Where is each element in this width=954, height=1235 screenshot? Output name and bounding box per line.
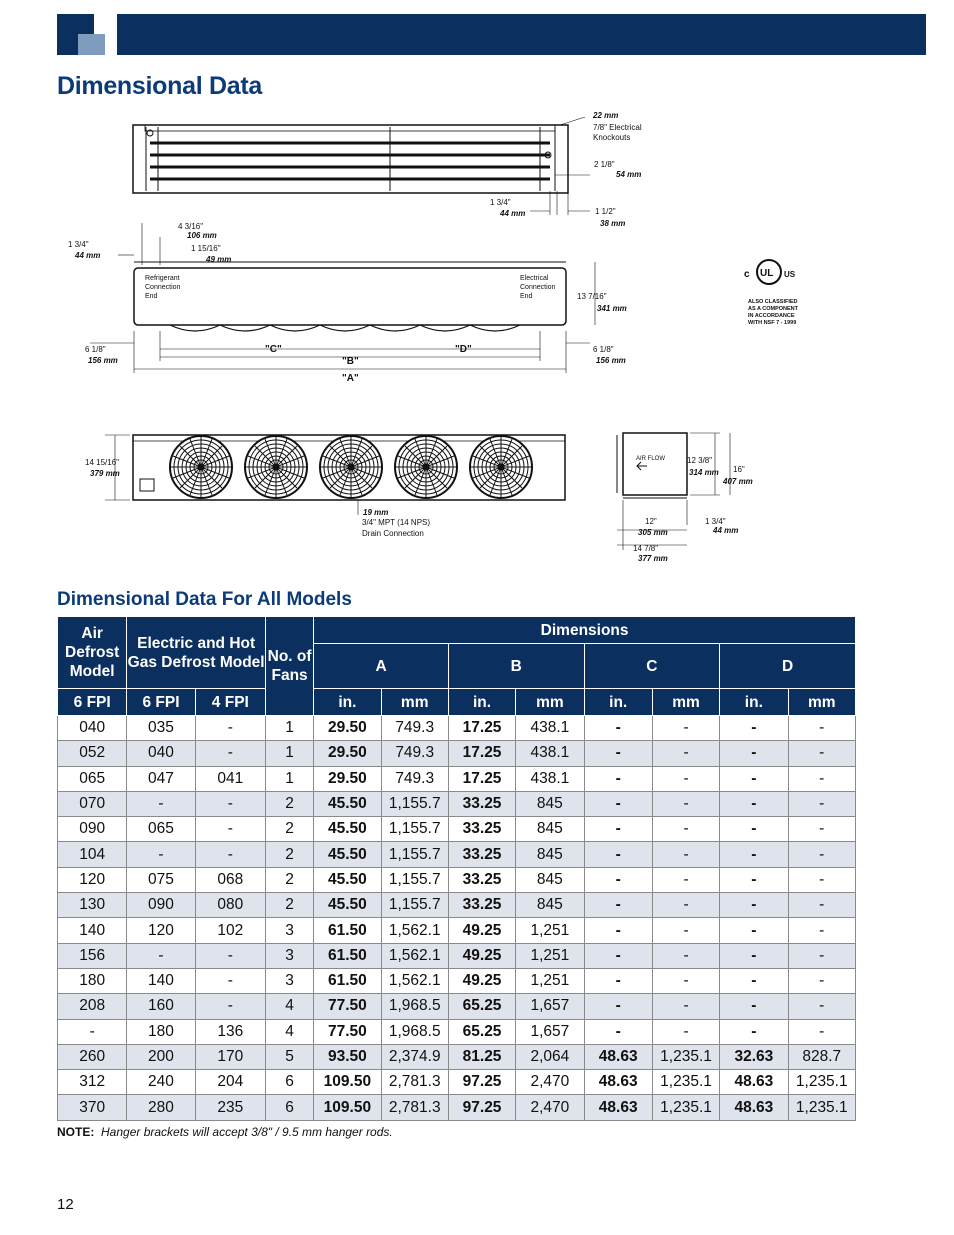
dim-12-mm: 305 mm — [638, 528, 668, 537]
ul-mark: UL — [760, 268, 774, 279]
table-cell: - — [652, 766, 719, 791]
dim-1-15-16-mm: 49 mm — [206, 255, 232, 264]
table-cell: 97.25 — [448, 1095, 515, 1120]
dim-2-1-8-mm: 54 mm — [616, 170, 642, 179]
dim-1-3-4-mm-front: 44 mm — [75, 251, 101, 260]
table-cell: 33.25 — [448, 817, 515, 842]
dim-14-7-8-in: 14 7/8" — [633, 544, 659, 553]
dim-1-3-4-mm-side: 44 mm — [713, 526, 739, 535]
table-row — [58, 842, 856, 867]
dim-16-in: 16" — [733, 465, 745, 474]
header-no-of-fans: No. of Fans — [265, 617, 313, 716]
table-row — [58, 817, 856, 842]
table-cell: 047 — [127, 766, 195, 791]
table-cell: 1,155.7 — [381, 867, 448, 892]
table-cell: 49.25 — [448, 968, 515, 993]
table-row — [58, 716, 856, 741]
table-cell: 090 — [58, 817, 127, 842]
table-cell: 48.63 — [584, 1095, 652, 1120]
table-cell: 102 — [195, 918, 265, 943]
table-cell: - — [720, 766, 788, 791]
table-cell: 160 — [127, 994, 195, 1019]
table-cell: - — [652, 994, 719, 1019]
knockout-mm: 22 mm — [593, 111, 619, 120]
table-cell: - — [195, 716, 265, 741]
table-row — [58, 1019, 856, 1044]
table-cell: - — [788, 1019, 855, 1044]
table-cell: 3 — [265, 968, 313, 993]
label-b: "B" — [342, 356, 359, 367]
table-row — [58, 1070, 856, 1095]
page-number: 12 — [57, 1196, 74, 1213]
table-cell: 49.25 — [448, 918, 515, 943]
table-cell: 77.50 — [314, 1019, 381, 1044]
table-cell: - — [788, 968, 855, 993]
table-cell: 845 — [516, 817, 584, 842]
table-cell: - — [720, 1019, 788, 1044]
table-cell: 1,562.1 — [381, 968, 448, 993]
table-cell: 180 — [58, 968, 127, 993]
table-cell: 6 — [265, 1095, 313, 1120]
table-cell: 1,968.5 — [381, 1019, 448, 1044]
table-cell: - — [584, 918, 652, 943]
table-cell: 61.50 — [314, 918, 381, 943]
electrical-3: End — [520, 293, 533, 300]
table-cell: 200 — [127, 1044, 195, 1069]
table-cell: 1,251 — [516, 918, 584, 943]
table-cell: 97.25 — [448, 1070, 515, 1095]
table-row — [58, 1044, 856, 1069]
knockout-label-2: Knockouts — [593, 133, 631, 142]
table-cell: 29.50 — [314, 766, 381, 791]
table-cell: - — [788, 867, 855, 892]
table-cell: 080 — [195, 893, 265, 918]
table-cell: - — [788, 994, 855, 1019]
table-cell: 749.3 — [381, 741, 448, 766]
table-cell: 1,155.7 — [381, 791, 448, 816]
table-row — [58, 893, 856, 918]
table-cell: 845 — [516, 893, 584, 918]
table-cell: - — [652, 791, 719, 816]
table-cell: - — [788, 918, 855, 943]
table-cell: 120 — [127, 918, 195, 943]
table-cell: 120 — [58, 867, 127, 892]
table-cell: 48.63 — [720, 1095, 788, 1120]
table-cell: - — [584, 968, 652, 993]
dimension-drawing — [60, 105, 820, 575]
table-cell: 33.25 — [448, 791, 515, 816]
table-cell: 438.1 — [516, 741, 584, 766]
table-cell: - — [195, 842, 265, 867]
table-cell: 208 — [58, 994, 127, 1019]
dim-13-7-16-in: 13 7/16" — [577, 292, 607, 301]
table-cell: 49.25 — [448, 943, 515, 968]
table-cell: 109.50 — [314, 1070, 381, 1095]
dim-14-7-8-mm: 377 mm — [638, 554, 668, 563]
table-cell: 3 — [265, 943, 313, 968]
table-cell: 2,470 — [516, 1095, 584, 1120]
table-cell: 6 — [265, 1070, 313, 1095]
table-cell: - — [195, 741, 265, 766]
table-cell: 070 — [58, 791, 127, 816]
table-cell: 1 — [265, 741, 313, 766]
table-cell: 45.50 — [314, 842, 381, 867]
table-cell: 065 — [127, 817, 195, 842]
table-row — [58, 943, 856, 968]
table-row — [58, 766, 856, 791]
table-cell: 1,251 — [516, 943, 584, 968]
header-d: D — [720, 644, 856, 689]
label-c: "C" — [265, 344, 282, 355]
ul-line-4: WITH NSF 7 - 1999 — [748, 320, 797, 326]
ul-line-1: ALSO CLASSIFIED — [748, 299, 798, 305]
table-cell: - — [788, 817, 855, 842]
table-cell: 156 — [58, 943, 127, 968]
header-6fpi-electric: 6 FPI — [127, 689, 195, 716]
bottom-view — [105, 435, 565, 515]
table-cell: 040 — [127, 741, 195, 766]
dim-2-1-8-in: 2 1/8" — [594, 160, 615, 169]
table-cell: - — [584, 817, 652, 842]
table-cell: 65.25 — [448, 1019, 515, 1044]
table-cell: 33.25 — [448, 893, 515, 918]
dim-13-7-16-mm: 341 mm — [597, 304, 627, 313]
table-cell: 29.50 — [314, 741, 381, 766]
table-cell: 1,235.1 — [652, 1095, 719, 1120]
ul-us: US — [784, 270, 796, 279]
table-title: Dimensional Data For All Models — [57, 589, 352, 610]
header-bar — [117, 14, 926, 55]
table-cell: - — [584, 943, 652, 968]
dim-1-3-4-in-top: 1 3/4" — [490, 198, 511, 207]
dim-1-3-4-in-front: 1 3/4" — [68, 240, 89, 249]
table-cell: 052 — [58, 741, 127, 766]
table-cell: 140 — [127, 968, 195, 993]
table-cell: - — [720, 791, 788, 816]
dim-6-1-8-in-left: 6 1/8" — [85, 345, 106, 354]
table-cell: 065 — [58, 766, 127, 791]
dim-12-3-8-in: 12 3/8" — [687, 456, 713, 465]
table-cell: 17.25 — [448, 716, 515, 741]
table-cell: 45.50 — [314, 791, 381, 816]
table-cell: 035 — [127, 716, 195, 741]
table-cell: 33.25 — [448, 842, 515, 867]
dim-1-15-16-in: 1 15/16" — [191, 244, 221, 253]
refrigerant-2: Connection — [145, 284, 181, 291]
table-cell: 749.3 — [381, 716, 448, 741]
table-cell: 45.50 — [314, 867, 381, 892]
table-cell: - — [652, 918, 719, 943]
dim-6-1-8-mm-left: 156 mm — [88, 356, 118, 365]
page-title: Dimensional Data — [57, 72, 262, 100]
table-cell: 438.1 — [516, 766, 584, 791]
dim-16-mm: 407 mm — [723, 477, 753, 486]
table-cell: - — [584, 1019, 652, 1044]
table-cell: 77.50 — [314, 994, 381, 1019]
table-cell: - — [720, 817, 788, 842]
refrigerant-1: Refrigerant — [145, 275, 180, 282]
table-cell: - — [195, 968, 265, 993]
table-cell: - — [652, 842, 719, 867]
table-cell: - — [58, 1019, 127, 1044]
table-cell: - — [788, 791, 855, 816]
table-cell: 136 — [195, 1019, 265, 1044]
dim-1-3-4-in-side: 1 3/4" — [705, 517, 726, 526]
table-cell: 1,235.1 — [652, 1044, 719, 1069]
table-cell: 2 — [265, 893, 313, 918]
table-cell: - — [720, 842, 788, 867]
dim-6-1-8-in-right: 6 1/8" — [593, 345, 614, 354]
table-cell: 2 — [265, 791, 313, 816]
table-cell: 29.50 — [314, 716, 381, 741]
table-cell: - — [720, 741, 788, 766]
table-cell: 1 — [265, 716, 313, 741]
table-cell: 93.50 — [314, 1044, 381, 1069]
table-cell: - — [652, 893, 719, 918]
header-electric-hot-gas: Electric and Hot Gas Defrost Model — [127, 617, 266, 689]
table-cell: 3 — [265, 918, 313, 943]
table-cell: 312 — [58, 1070, 127, 1095]
table-cell: 1,251 — [516, 968, 584, 993]
table-cell: - — [195, 817, 265, 842]
table-cell: 075 — [127, 867, 195, 892]
header-square-light — [78, 34, 105, 55]
dim-1-1-2-in: 1 1/2" — [595, 207, 616, 216]
table-cell: - — [127, 943, 195, 968]
table-cell: - — [652, 817, 719, 842]
table-cell: 2 — [265, 842, 313, 867]
table-cell: 2 — [265, 867, 313, 892]
header-4fpi: 4 FPI — [195, 689, 265, 716]
header-6fpi-air: 6 FPI — [58, 689, 127, 716]
header-b-in: in. — [448, 689, 515, 716]
table-cell: 1,155.7 — [381, 893, 448, 918]
table-cell: - — [652, 867, 719, 892]
table-cell: 090 — [127, 893, 195, 918]
table-cell: 45.50 — [314, 817, 381, 842]
table-cell: 170 — [195, 1044, 265, 1069]
ul-c: c — [744, 269, 750, 280]
drain-label-1: 3/4" MPT (14 NPS) — [362, 518, 431, 527]
table-cell: 1,657 — [516, 994, 584, 1019]
dim-4-3-16-in: 4 3/16" — [178, 222, 204, 231]
table-cell: 61.50 — [314, 968, 381, 993]
header-c-in: in. — [584, 689, 652, 716]
table-cell: - — [720, 968, 788, 993]
header-b: B — [448, 644, 584, 689]
header-c-mm: mm — [652, 689, 719, 716]
dim-14-15-16-mm: 379 mm — [90, 469, 120, 478]
table-cell: 45.50 — [314, 893, 381, 918]
knockout-label-1: 7/8" Electrical — [593, 123, 642, 132]
dim-12-3-8-mm: 314 mm — [689, 468, 719, 477]
table-cell: 068 — [195, 867, 265, 892]
table-row — [58, 867, 856, 892]
electrical-1: Electrical — [520, 275, 549, 282]
table-cell: - — [652, 1019, 719, 1044]
table-cell: 180 — [127, 1019, 195, 1044]
table-cell: - — [584, 893, 652, 918]
table-cell: 4 — [265, 994, 313, 1019]
table-cell: 845 — [516, 791, 584, 816]
table-cell: 1,155.7 — [381, 842, 448, 867]
header-c: C — [584, 644, 720, 689]
table-cell: 2,064 — [516, 1044, 584, 1069]
table-row — [58, 741, 856, 766]
table-cell: - — [127, 791, 195, 816]
table-cell: - — [584, 842, 652, 867]
table-cell: 130 — [58, 893, 127, 918]
table-cell: - — [788, 842, 855, 867]
table-cell: - — [788, 716, 855, 741]
header-air-defrost: Air Defrost Model — [58, 617, 127, 689]
table-cell: 17.25 — [448, 741, 515, 766]
dim-1-3-4-mm-top: 44 mm — [500, 209, 526, 218]
table-cell: - — [584, 791, 652, 816]
dim-12-in: 12" — [645, 517, 657, 526]
table-cell: 1 — [265, 766, 313, 791]
table-cell: - — [788, 766, 855, 791]
table-cell: 140 — [58, 918, 127, 943]
table-cell: 2 — [265, 817, 313, 842]
table-cell: 1,235.1 — [788, 1070, 855, 1095]
header-b-mm: mm — [516, 689, 584, 716]
table-cell: 81.25 — [448, 1044, 515, 1069]
note-text: Hanger brackets will accept 3/8" / 9.5 mm hanger rods. — [101, 1125, 393, 1139]
table-cell: - — [584, 741, 652, 766]
table-cell: 845 — [516, 842, 584, 867]
table-cell: 48.63 — [584, 1044, 652, 1069]
table-cell: - — [788, 943, 855, 968]
table-row — [58, 968, 856, 993]
table-cell: 33.25 — [448, 867, 515, 892]
table-cell: - — [195, 994, 265, 1019]
table-cell: 1,235.1 — [788, 1095, 855, 1120]
dim-6-1-8-mm-right: 156 mm — [596, 356, 626, 365]
header-a: A — [314, 644, 449, 689]
table-cell: 1,657 — [516, 1019, 584, 1044]
table-cell: - — [788, 893, 855, 918]
ul-line-2: AS A COMPONENT — [748, 306, 799, 312]
label-d: "D" — [455, 344, 472, 355]
top-view — [133, 117, 590, 215]
table-row — [58, 1095, 856, 1120]
table-cell: 4 — [265, 1019, 313, 1044]
table-cell: - — [652, 741, 719, 766]
table-cell: 1,968.5 — [381, 994, 448, 1019]
table-cell: 438.1 — [516, 716, 584, 741]
note-label: NOTE: — [57, 1125, 95, 1139]
dimensions-table — [57, 616, 856, 1121]
dim-4-3-16-mm: 106 mm — [187, 231, 217, 240]
table-cell: - — [652, 716, 719, 741]
table-cell: - — [584, 716, 652, 741]
table-cell: - — [788, 741, 855, 766]
table-cell: 48.63 — [720, 1070, 788, 1095]
table-cell: 1,235.1 — [652, 1070, 719, 1095]
table-cell: - — [720, 943, 788, 968]
table-cell: 370 — [58, 1095, 127, 1120]
table-row — [58, 994, 856, 1019]
dim-14-15-16-in: 14 15/16" — [85, 458, 119, 467]
header-a-in: in. — [314, 689, 381, 716]
table-cell: 235 — [195, 1095, 265, 1120]
table-cell: - — [652, 943, 719, 968]
table-cell: 2,781.3 — [381, 1095, 448, 1120]
table-cell: 040 — [58, 716, 127, 741]
table-row — [58, 918, 856, 943]
electrical-2: Connection — [520, 284, 556, 291]
table-cell: 749.3 — [381, 766, 448, 791]
table-cell: - — [584, 867, 652, 892]
table-cell: 828.7 — [788, 1044, 855, 1069]
header-dimensions: Dimensions — [314, 617, 856, 644]
table-cell: - — [720, 893, 788, 918]
table-cell: 48.63 — [584, 1070, 652, 1095]
table-cell: - — [127, 842, 195, 867]
table-cell: 041 — [195, 766, 265, 791]
table-cell: 2,374.9 — [381, 1044, 448, 1069]
table-cell: 104 — [58, 842, 127, 867]
table-cell: 2,781.3 — [381, 1070, 448, 1095]
header-a-mm: mm — [381, 689, 448, 716]
table-cell: 5 — [265, 1044, 313, 1069]
drain-mm: 19 mm — [363, 508, 389, 517]
ul-line-3: IN ACCORDANCE — [748, 313, 795, 319]
note — [57, 1125, 393, 1139]
label-a: "A" — [342, 373, 359, 384]
table-cell: - — [652, 968, 719, 993]
table-cell: - — [195, 791, 265, 816]
table-cell: 1,562.1 — [381, 943, 448, 968]
table-cell: - — [720, 716, 788, 741]
refrigerant-3: End — [145, 293, 158, 300]
table-cell: - — [584, 766, 652, 791]
table-cell: 260 — [58, 1044, 127, 1069]
table-cell: - — [584, 994, 652, 1019]
table-cell: 32.63 — [720, 1044, 788, 1069]
table-cell: 61.50 — [314, 943, 381, 968]
table-cell: - — [720, 867, 788, 892]
header-d-in: in. — [720, 689, 788, 716]
table-cell: 845 — [516, 867, 584, 892]
table-cell: - — [195, 943, 265, 968]
table-row — [58, 791, 856, 816]
table-cell: - — [720, 918, 788, 943]
table-cell: - — [720, 994, 788, 1019]
dim-1-1-2-mm: 38 mm — [600, 219, 626, 228]
table-cell: 109.50 — [314, 1095, 381, 1120]
table-cell: 65.25 — [448, 994, 515, 1019]
table-cell: 1,562.1 — [381, 918, 448, 943]
table-cell: 1,155.7 — [381, 817, 448, 842]
air-flow-label: AIR FLOW — [636, 456, 666, 462]
table-cell: 280 — [127, 1095, 195, 1120]
table-cell: 240 — [127, 1070, 195, 1095]
table-cell: 17.25 — [448, 766, 515, 791]
drain-label-2: Drain Connection — [362, 529, 424, 538]
header-d-mm: mm — [788, 689, 855, 716]
table-cell: 204 — [195, 1070, 265, 1095]
table-cell: 2,470 — [516, 1070, 584, 1095]
